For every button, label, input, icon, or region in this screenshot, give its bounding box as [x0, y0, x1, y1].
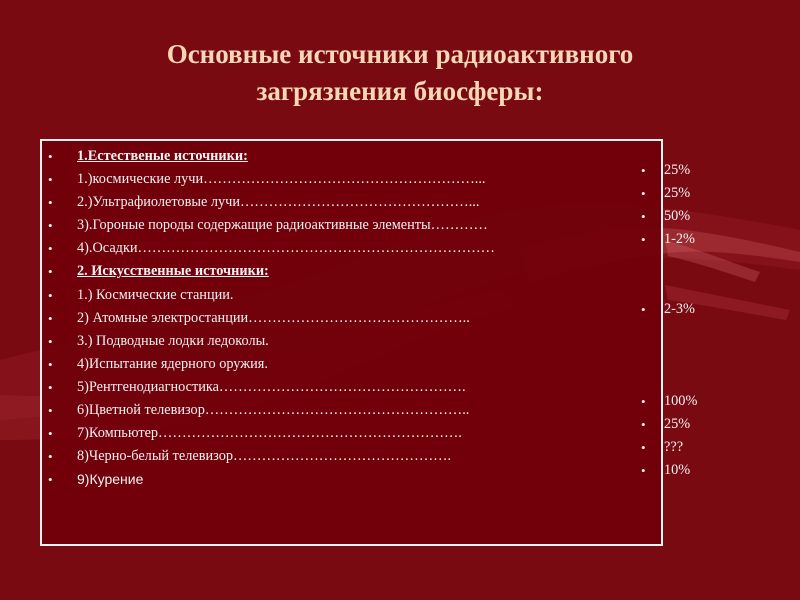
list-item-text: 7)Компьютер………………………………………………………. [77, 425, 462, 442]
percentage-item [637, 205, 767, 228]
list-item [44, 330, 644, 353]
list-item-text: 2) Атомные электростанции……………………………………….. [77, 309, 470, 326]
percentage-item [637, 367, 767, 390]
percentage-item [637, 321, 767, 344]
list-item [44, 376, 644, 399]
percentage-value: 50% [664, 208, 691, 225]
percentage-item [637, 413, 767, 436]
percentage-value: ??? [664, 439, 684, 456]
slide-title [60, 36, 740, 110]
list-item-text: 3).Гороные породы содержащие радиоактивные элементы………… [77, 217, 488, 234]
list-item [44, 468, 644, 491]
list-item-text: 1.)космические лучи…………………………………………………... [77, 171, 486, 188]
list-item [44, 307, 644, 330]
percentage-item [637, 459, 767, 482]
list-item [44, 191, 644, 214]
percentage-item [637, 228, 767, 251]
list-item-text: 6)Цветной телевизор……………………………………………….. [77, 402, 470, 419]
list-item [44, 399, 644, 422]
percentage-value: 10% [664, 462, 691, 479]
list-item [44, 168, 644, 191]
list-item-text: 1.) Космические станции. [77, 286, 234, 303]
list-item [44, 145, 644, 168]
slide-title-line-2: загрязнения биосферы: [256, 76, 544, 106]
percentage-item [637, 159, 767, 182]
slide-title-line-1: Основные источники радиоактивного [166, 39, 634, 69]
list-item [44, 445, 644, 468]
list-item-text: 3.) Подводные лодки ледоколы. [77, 332, 269, 349]
percentage-item [637, 274, 767, 297]
percentage-item [637, 344, 767, 367]
list-item [44, 353, 644, 376]
source-list [44, 145, 644, 491]
list-item-text: 2.)Ультрафиолетовые лучи…………………………………………... [77, 194, 480, 211]
list-item [44, 214, 644, 237]
percentage-value: 25% [664, 416, 691, 433]
list-item [44, 260, 644, 283]
list-item-text: 2. Искусственные источники: [77, 263, 269, 280]
percentage-item [637, 390, 767, 413]
percentage-list [637, 159, 767, 482]
percentage-value: 25% [664, 162, 691, 178]
percentage-item [637, 436, 767, 459]
list-item-text: 8)Черно-белый телевизор………………………………………. [77, 448, 452, 465]
percentage-item [637, 298, 767, 321]
list-item-text: 4).Осадки………………………………………………………………… [77, 240, 495, 257]
percentage-value: 2-3% [664, 300, 695, 317]
list-item-text: 4)Испытание ядерного оружия. [77, 355, 268, 372]
percentage-item [637, 251, 767, 274]
list-item-text: 5)Рентгенодиагностика……………………………………………. [77, 378, 466, 395]
percentage-item [637, 182, 767, 205]
list-item [44, 422, 644, 445]
list-item [44, 237, 644, 260]
percentage-value: 1-2% [664, 231, 695, 248]
list-item [44, 284, 644, 307]
list-item-text: 1.Естественые источники: [77, 148, 248, 164]
percentage-value: 100% [664, 392, 698, 409]
percentage-value: 25% [664, 185, 691, 202]
list-item-text: 9)Курение [77, 471, 144, 488]
